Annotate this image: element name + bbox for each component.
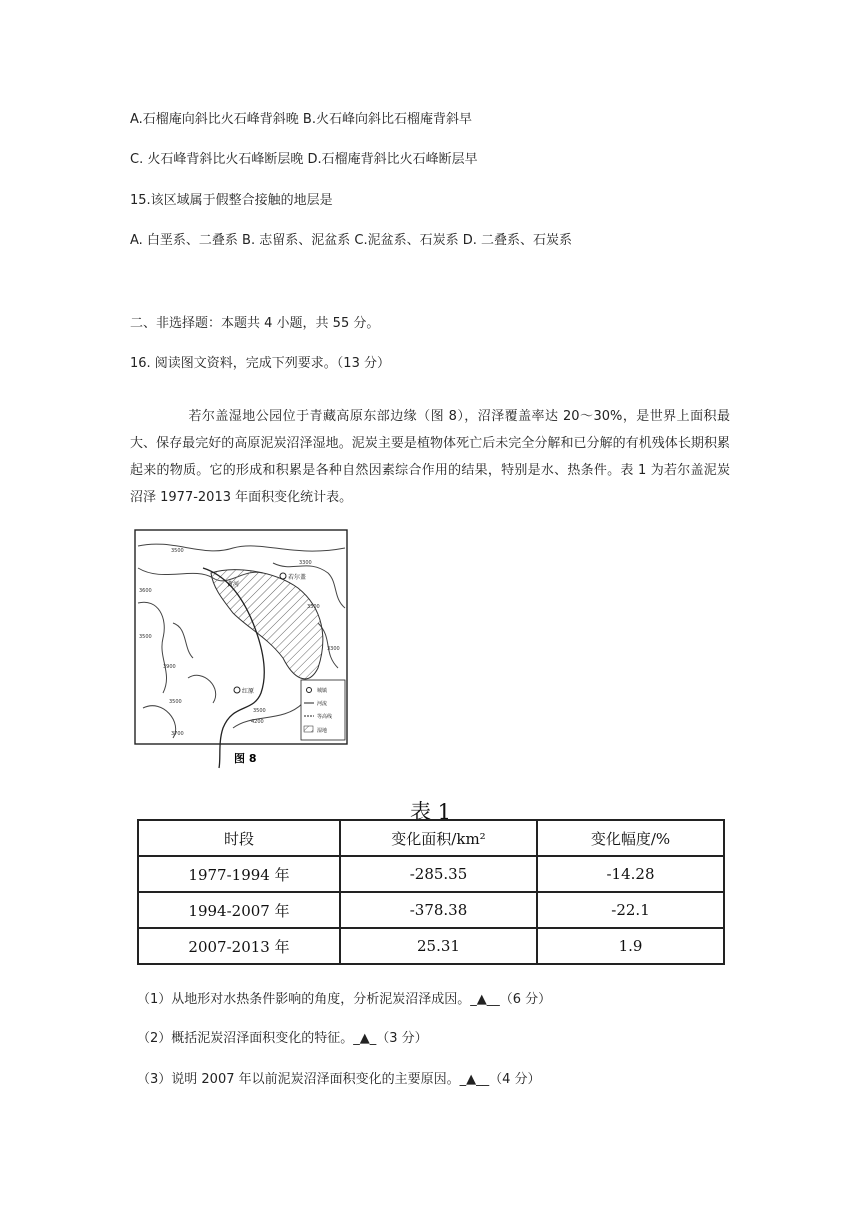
table-cell: -22.1: [537, 892, 724, 928]
table-cell: -14.28: [537, 856, 724, 892]
river-label: 黄河: [227, 581, 240, 588]
table-cell: 2007-2013 年: [138, 928, 340, 964]
contour-label: 3500: [169, 699, 182, 705]
legend-label: 城镇: [317, 688, 328, 694]
contour-label: 3600: [139, 588, 152, 594]
wetland-map: [133, 528, 353, 770]
contour-label: 3500: [171, 548, 184, 554]
section-heading: 二、非选择题：本题共 4 小题，共 55 分。: [130, 316, 380, 331]
town-label: 若尔盖: [288, 574, 307, 581]
table-cell: 1.9: [537, 928, 724, 964]
table-cell: 25.31: [340, 928, 537, 964]
map-legend: [301, 680, 345, 740]
legend-label: 湿地: [317, 728, 328, 734]
contour-label: 3900: [163, 664, 176, 670]
table-row: [138, 892, 724, 928]
q15-stem: 15.该区域属于假整合接触的地层是: [130, 193, 333, 208]
table-cell: -285.35: [340, 856, 537, 892]
contour-label: 3300: [299, 560, 312, 566]
area-change-table: [137, 819, 725, 965]
q14-option-line-1: A.石榴庵向斜比火石峰背斜晚 B.火石峰向斜比石榴庵背斜早: [130, 112, 472, 127]
q14-option-line-2: C. 火石峰背斜比火石峰断层晚 D.石榴庵背斜比火石峰断层早: [130, 152, 478, 167]
contour-label: 3300: [307, 604, 320, 610]
legend-label: 河流: [317, 701, 328, 707]
table-title: 表 1: [410, 800, 452, 824]
town-label: 红原: [242, 688, 255, 695]
table-header-row: [138, 820, 724, 856]
table-cell: 1994-2007 年: [138, 892, 340, 928]
contour-label: 3300: [327, 646, 340, 652]
table-header-cell: 时段: [138, 820, 340, 856]
table-cell: 1977-1994 年: [138, 856, 340, 892]
sub-question-2: （2）概括泥炭沼泽面积变化的特征。_▲_（3 分）: [137, 1031, 428, 1046]
q16-paragraph-text: 若尔盖湿地公园位于青藏高原东部边缘（图 8），沼泽覆盖率达 20～30%，是世界上面积最大、保存最完好的高原泥炭沼泽湿地。泥炭主要是植物体死亡后未完全分解和已分解的有机残体长期积累起来的物质。它的形成和积累是各种自然因素综合作用的结果，特别是水、热条件。表 1 为若尔盖泥炭沼泽 1977-2013 年面积变化统计表。: [130, 409, 730, 505]
table-cell: -378.38: [340, 892, 537, 928]
contour-label: 3500: [139, 634, 152, 640]
table-row: [138, 856, 724, 892]
contour-label: 3700: [171, 731, 184, 737]
q15-options: A. 白垩系、二叠系 B. 志留系、泥盆系 C.泥盆系、石炭系 D. 二叠系、石炭系: [130, 233, 572, 248]
figure-caption: 图 8: [234, 752, 257, 765]
table-header-cell: 变化幅度/%: [537, 820, 724, 856]
q16-stem: 16. 阅读图文资料，完成下列要求。（13 分）: [130, 356, 390, 371]
q16-paragraph: [130, 403, 730, 511]
contour-label: 4200: [251, 719, 264, 725]
contour-label: 3500: [253, 708, 266, 714]
legend-label: 等高线: [317, 714, 333, 720]
table-row: [138, 928, 724, 964]
sub-question-3: （3）说明 2007 年以前泥炭沼泽面积变化的主要原因。_▲__（4 分）: [137, 1072, 541, 1087]
table-header-cell: 变化面积/km²: [340, 820, 537, 856]
sub-question-1: （1）从地形对水热条件影响的角度，分析泥炭沼泽成因。_▲__（6 分）: [137, 992, 552, 1007]
